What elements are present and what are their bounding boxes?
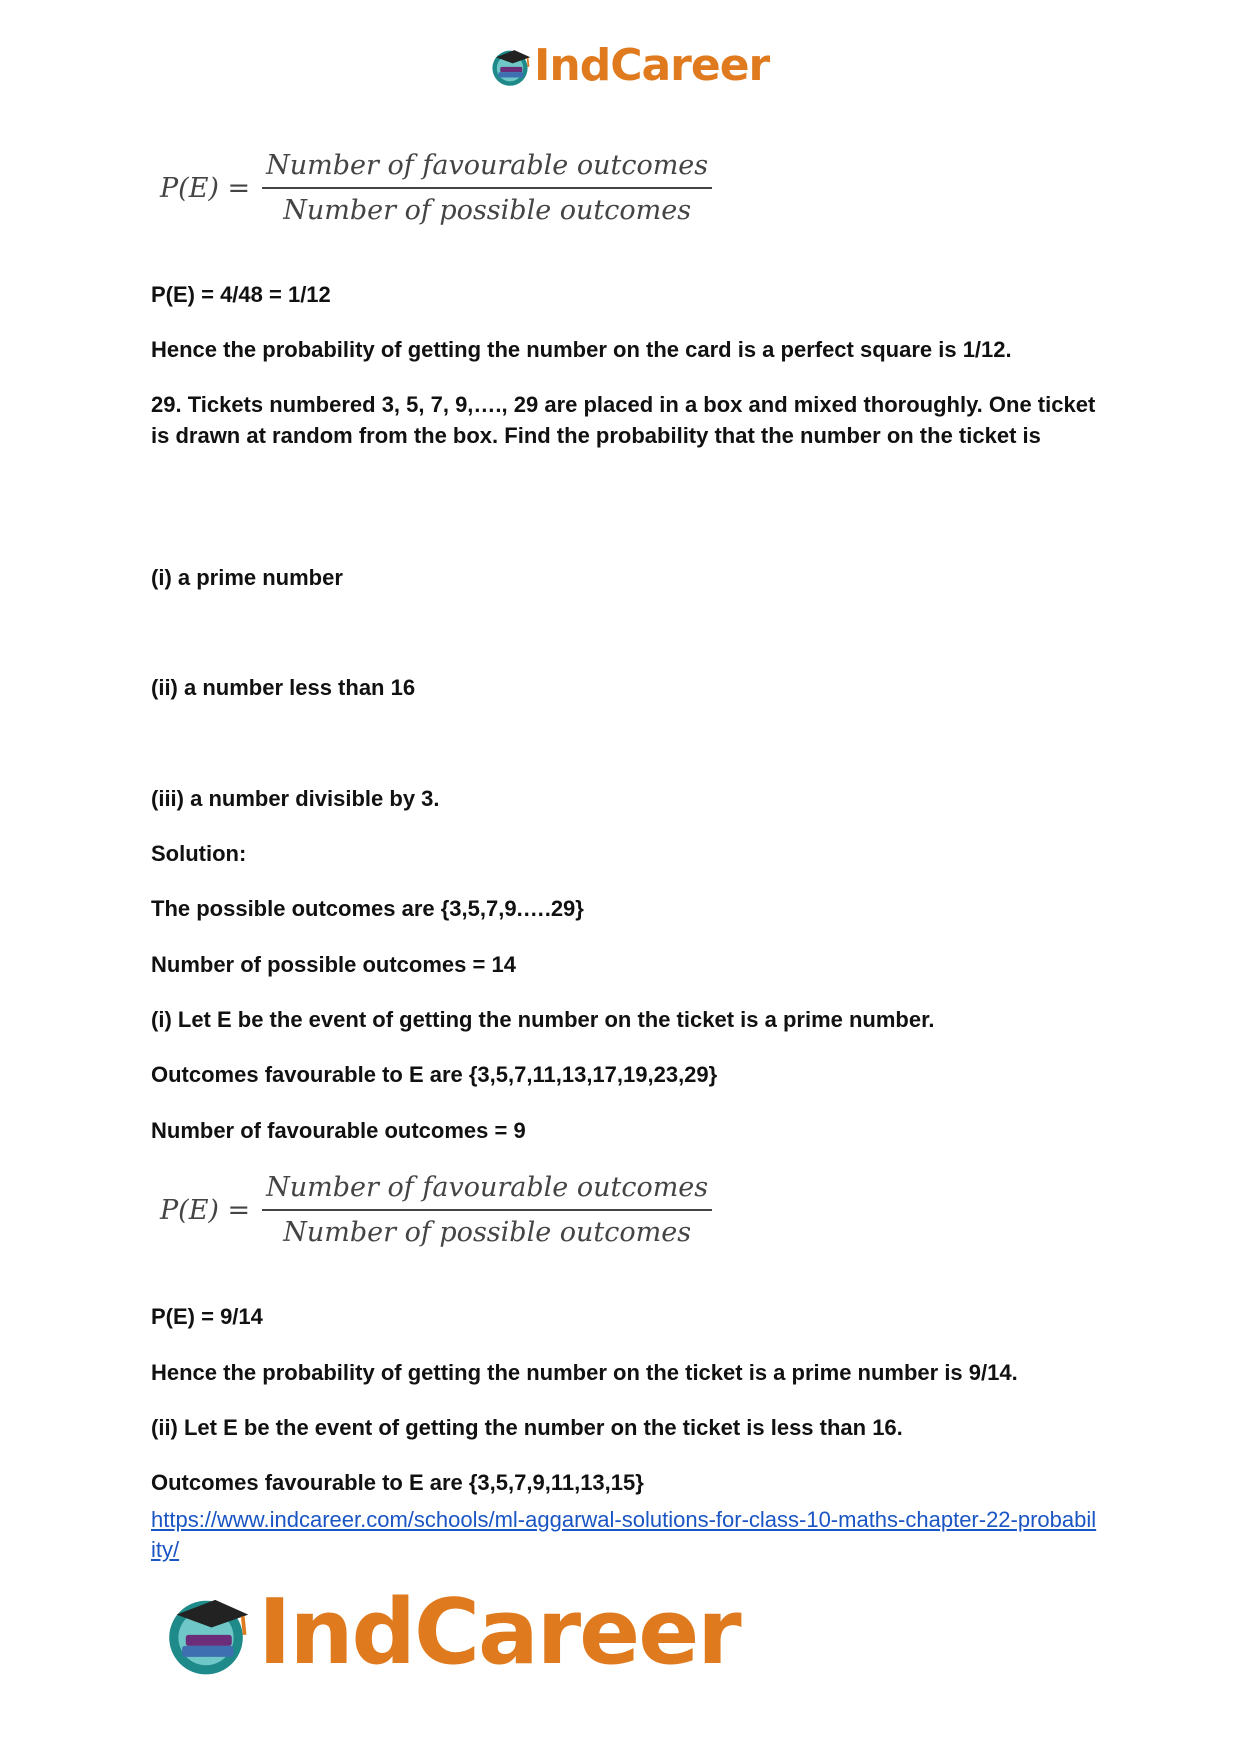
solution-heading: Solution: (151, 841, 247, 866)
favourable-outcomes-i: Outcomes favourable to E are {3,5,7,11,13,17,19,23,29} (151, 1062, 718, 1087)
question-text: 29. Tickets numbered 3, 5, 7, 9,…., 29 are placed in a box and mixed thoroughly. One ticket is drawn at random from the box. Find the probability that the number on the ticket is (151, 392, 1096, 448)
favourable-outcomes-ii: Outcomes favourable to E are {3,5,7,9,11,13,15} (151, 1470, 644, 1495)
conclusion-line: Hence the probability of getting the number on the ticket is a prime number is 9/14. (151, 1360, 1018, 1385)
footer-logo (160, 1580, 740, 1685)
formula-numerator: Number of favourable outcomes (262, 1172, 712, 1211)
question-part-ii: (ii) a number less than 16 (151, 675, 416, 700)
result-line: P(E) = 9/14 (151, 1304, 263, 1329)
probability-formula (160, 1172, 712, 1248)
formula-fraction (262, 1172, 712, 1248)
graduation-cap-books-icon (160, 1587, 252, 1679)
event-definition-i: (i) Let E be the event of getting the number on the ticket is a prime number. (151, 1007, 935, 1032)
header-logo (488, 40, 769, 91)
question-part-i: (i) a prime number (151, 565, 343, 590)
result-line: P(E) = 4/48 = 1/12 (151, 282, 331, 307)
possible-count-line: Number of possible outcomes = 14 (151, 952, 516, 977)
possible-outcomes-line: The possible outcomes are {3,5,7,9.….29} (151, 896, 584, 921)
event-definition-ii: (ii) Let E be the event of getting the number on the ticket is less than 16. (151, 1415, 903, 1440)
favourable-count-i: Number of favourable outcomes = 9 (151, 1118, 526, 1143)
formula-denominator: Number of possible outcomes (283, 195, 692, 226)
graduation-cap-books-icon (488, 44, 532, 88)
probability-formula (160, 150, 712, 226)
brand-name: IndCareer (534, 40, 770, 91)
formula-fraction (262, 150, 712, 226)
formula-numerator: Number of favourable outcomes (262, 150, 712, 189)
formula-lhs: P(E) = (160, 172, 251, 204)
question-part-iii: (iii) a number divisible by 3. (151, 786, 440, 811)
brand-name: IndCareer (258, 1580, 740, 1685)
formula-denominator: Number of possible outcomes (283, 1217, 692, 1248)
formula-lhs: P(E) = (160, 1194, 251, 1226)
source-link[interactable]: https://www.indcareer.com/schools/ml-aggarwal-solutions-for-class-10-maths-chapter-22-probability/ (151, 1507, 1097, 1562)
conclusion-line: Hence the probability of getting the number on the card is a perfect square is 1/12. (151, 337, 1012, 362)
